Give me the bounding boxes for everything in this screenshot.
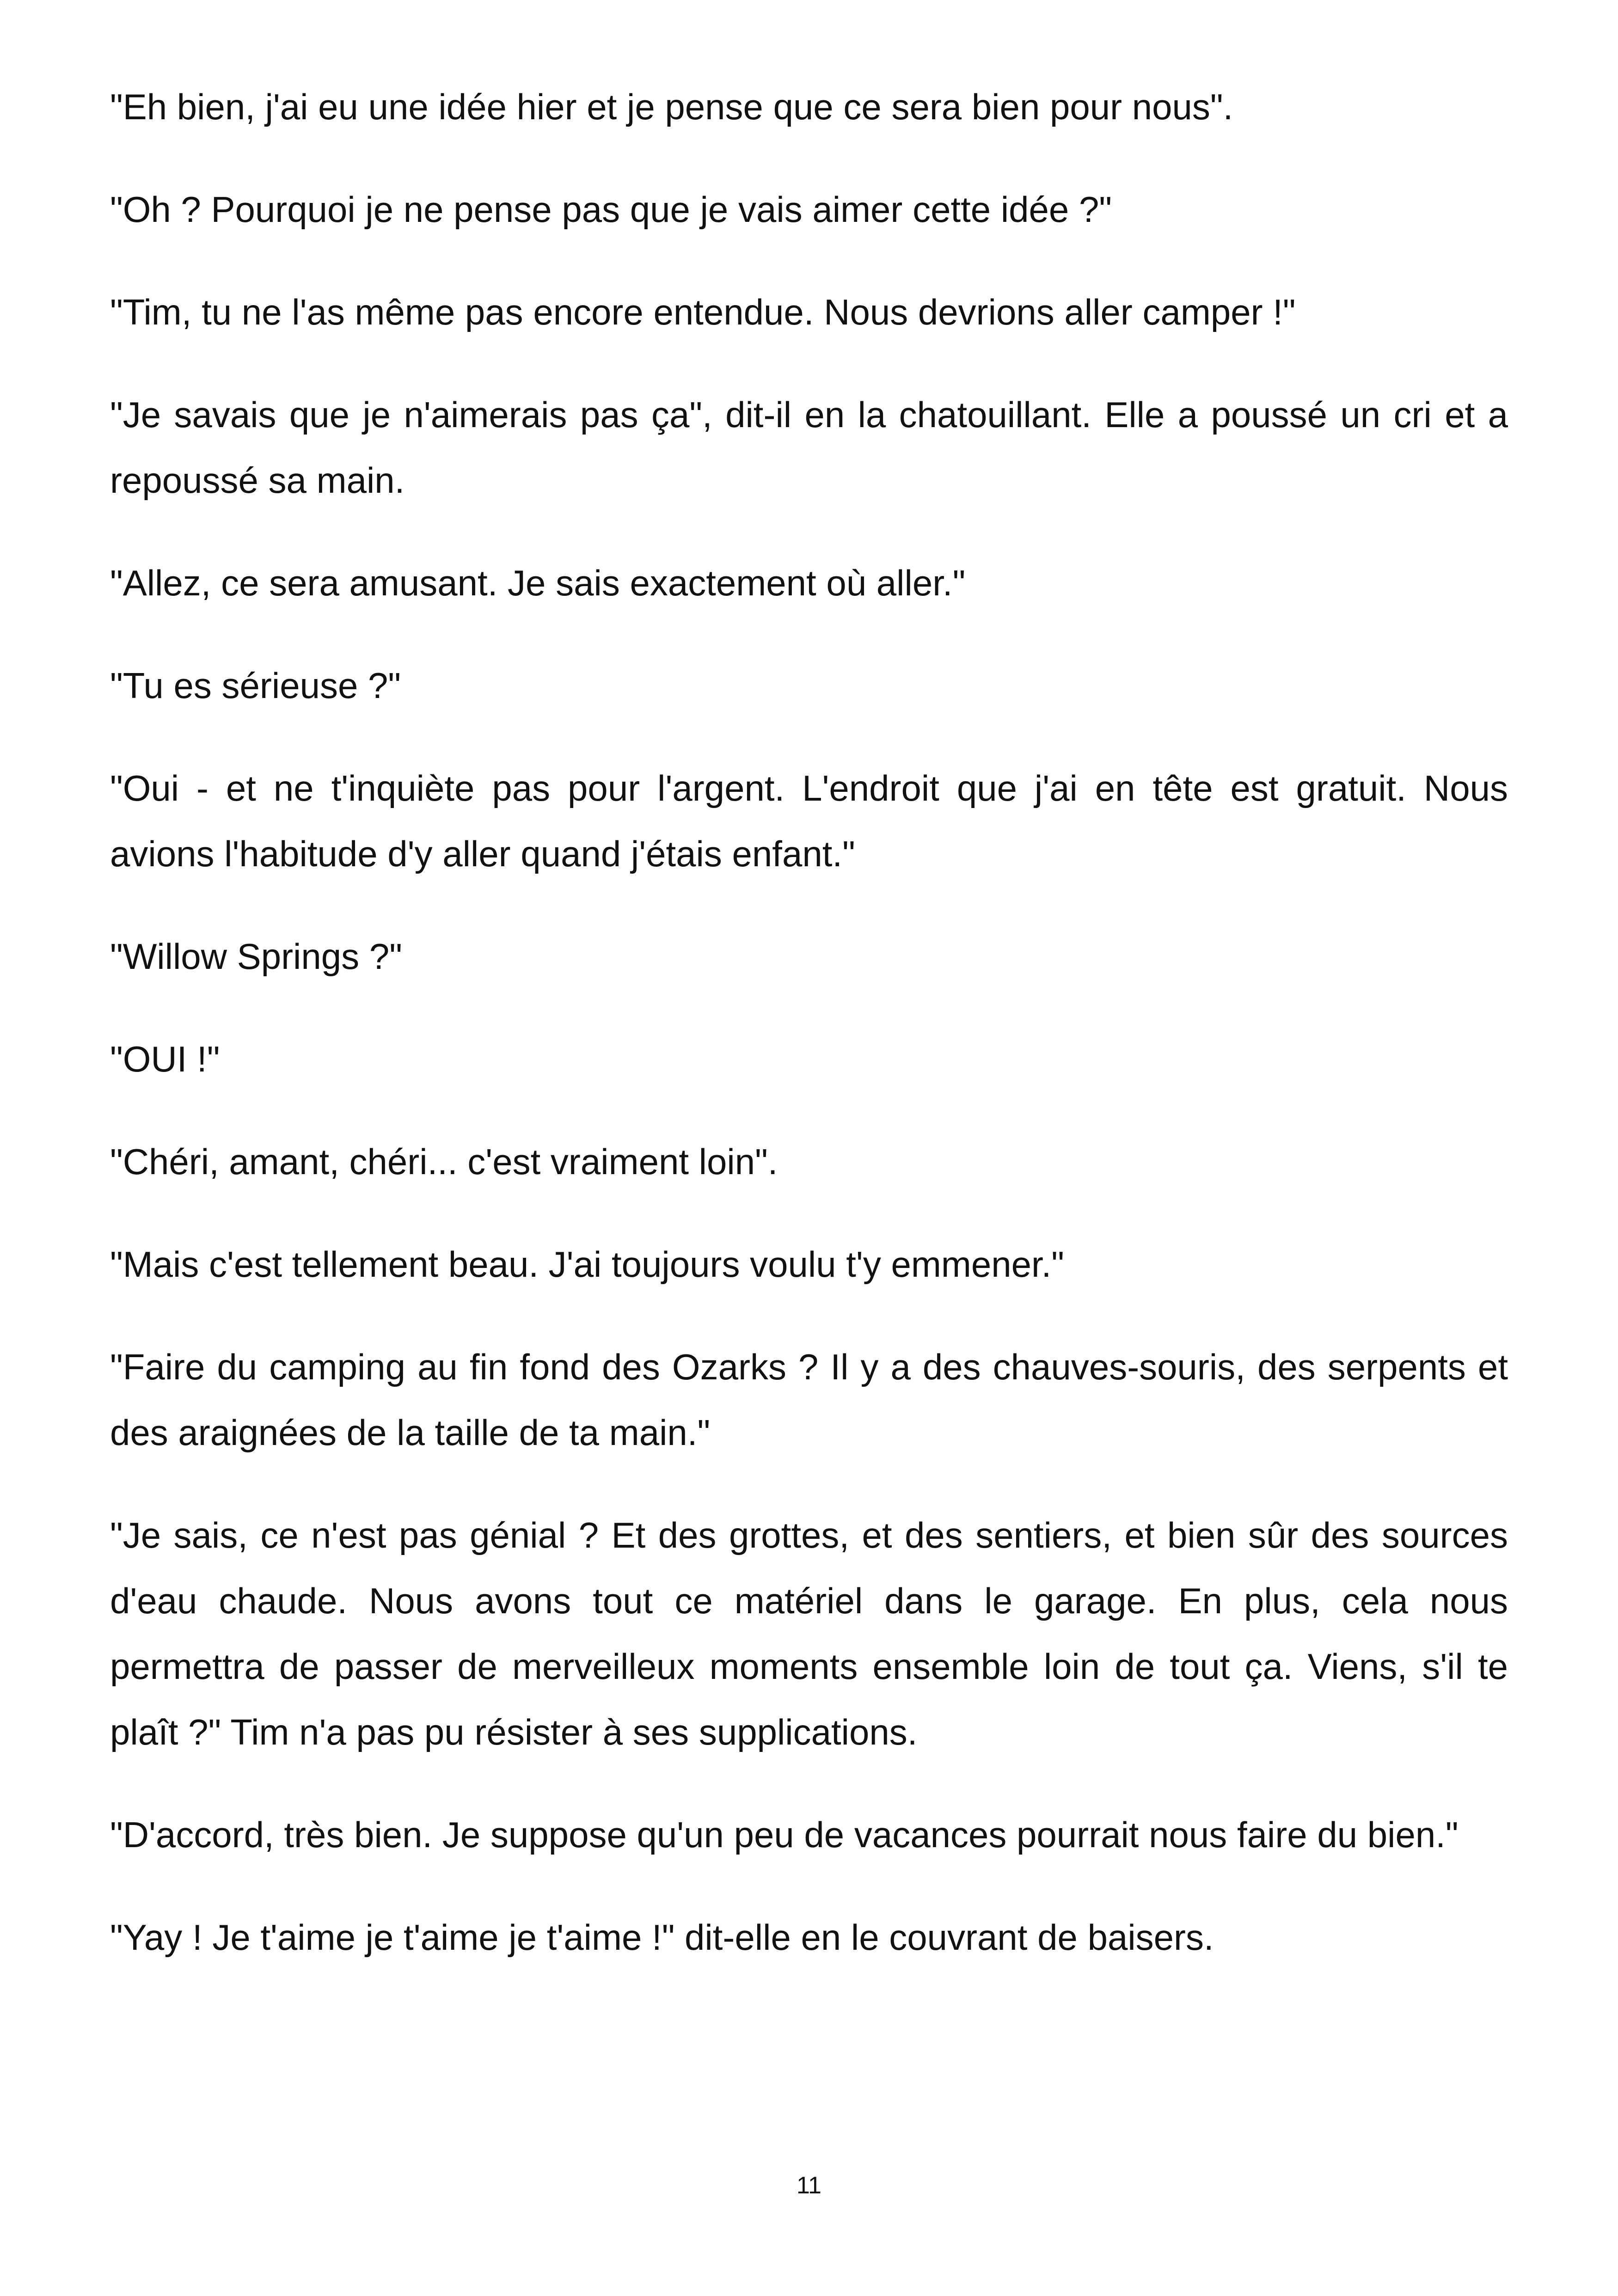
paragraph-1: "Eh bien, j'ai eu une idée hier et je pense que ce sera bien pour nous".: [110, 86, 1233, 127]
paragraph-8: "Willow Springs ?": [110, 936, 402, 977]
paragraph-12: "Faire du camping au fin fond des Ozarks ? Il y a des chauves-souris, des serpents et des araignées de la taille de ta main.": [110, 1347, 1508, 1453]
paragraph-10: "Chéri, amant, chéri... c'est vraiment loin".: [110, 1141, 778, 1182]
body-text: [110, 74, 1508, 2007]
paragraph-2: "Oh ? Pourquoi je ne pense pas que je vais aimer cette idée ?": [110, 189, 1112, 230]
paragraph-15: "Yay ! Je t'aime je t'aime je t'aime !" dit-elle en le couvrant de baisers.: [110, 1917, 1214, 1958]
paragraph-4: "Je savais que je n'aimerais pas ça", dit-il en la chatouillant. Elle a poussé un cri et a repoussé sa main.: [110, 394, 1508, 501]
paragraph-7: "Oui - et ne t'inquiète pas pour l'argent. L'endroit que j'ai en tête est gratuit. Nous avions l'habitude d'y aller quand j'étais enfant.": [110, 768, 1508, 874]
paragraph-14: "D'accord, très bien. Je suppose qu'un peu de vacances pourrait nous faire du bien.": [110, 1814, 1459, 1855]
page-number: 11: [797, 2172, 821, 2199]
paragraph-5: "Allez, ce sera amusant. Je sais exactement où aller.": [110, 563, 966, 603]
paragraph-11: "Mais c'est tellement beau. J'ai toujours voulu t'y emmener.": [110, 1244, 1064, 1285]
paragraph-9: "OUI !": [110, 1039, 220, 1079]
paragraph-3: "Tim, tu ne l'as même pas encore entendue. Nous devrions aller camper !": [110, 292, 1296, 332]
paragraph-6: "Tu es sérieuse ?": [110, 665, 401, 706]
paragraph-13: "Je sais, ce n'est pas génial ? Et des grottes, et des sentiers, et bien sûr des sources d'eau chaude. Nous avons tout ce matériel dans le garage. En plus, cela nous permettra de passer de merveilleux moments ensemble loin de tout ça. Viens, s'il te plaît ?" Tim n'a pas pu résister à ses supplications.: [110, 1515, 1508, 1752]
